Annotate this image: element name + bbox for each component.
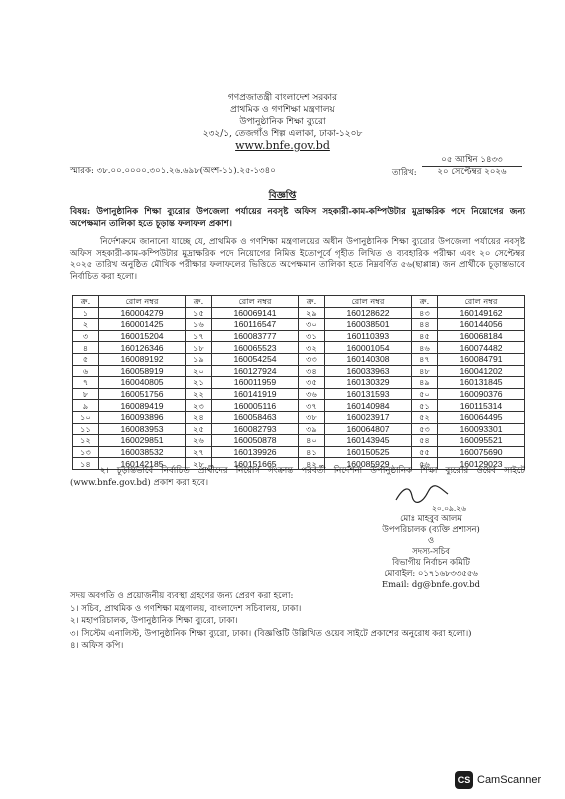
roll-number-cell: 160089192: [99, 353, 186, 365]
serial-cell: ৩: [73, 330, 99, 342]
serial-cell: ১৪: [73, 458, 99, 470]
roll-number-cell: 160126346: [99, 342, 186, 354]
signature-block: [356, 513, 506, 590]
camscanner-text: CamScanner: [477, 774, 542, 786]
roll-number-cell: 160128622: [325, 307, 412, 319]
signatory-role: সদস্য-সচিব: [412, 546, 450, 556]
roll-number-cell: 160093896: [99, 411, 186, 423]
signatory-committee: বিভাগীয় নির্বাচন কমিটি: [392, 557, 470, 567]
roll-number-cell: 160074482: [438, 342, 525, 354]
table-row: [73, 377, 525, 389]
address: ২৩২/১, তেজগাঁও শিল্প এলাকা, ঢাকা-১২০৮: [202, 129, 363, 139]
col-header-sl: ক্র.: [299, 296, 325, 308]
roll-number-cell: 160093301: [438, 423, 525, 435]
col-header-roll: রোল নম্বর: [99, 296, 186, 308]
serial-cell: ২২: [186, 388, 212, 400]
serial-cell: ২৭: [186, 446, 212, 458]
serial-cell: ৪০: [299, 435, 325, 447]
serial-cell: ৪৬: [412, 342, 438, 354]
roll-number-cell: 160038501: [325, 319, 412, 331]
roll-number-cell: 160005116: [212, 400, 299, 412]
signatory-and: ও: [427, 535, 435, 545]
roll-number-cell: 160038532: [99, 446, 186, 458]
roll-number-cell: 160083953: [99, 423, 186, 435]
serial-cell: ৪৫: [412, 330, 438, 342]
serial-cell: ১৩: [73, 446, 99, 458]
roll-number-cell: 160141919: [212, 388, 299, 400]
serial-cell: ৩৯: [299, 423, 325, 435]
serial-cell: ৪: [73, 342, 99, 354]
serial-cell: ৪৭: [412, 353, 438, 365]
serial-cell: ৫৩: [412, 423, 438, 435]
roll-number-cell: 160075690: [438, 446, 525, 458]
roll-number-cell: 160110393: [325, 330, 412, 342]
col-header-sl: ক্র.: [186, 296, 212, 308]
roll-number-cell: 160011959: [212, 377, 299, 389]
ministry-name: প্রাথমিক ও গণশিক্ষা মন্ত্রণালয়: [230, 105, 335, 115]
col-header-sl: ক্র.: [412, 296, 438, 308]
roll-number-cell: 160023917: [325, 411, 412, 423]
date-label: তারিখ:: [392, 168, 417, 178]
col-header-sl: ক্র.: [73, 296, 99, 308]
serial-cell: ৩১: [299, 330, 325, 342]
table-row: [73, 342, 525, 354]
roll-number-cell: 160040805: [99, 377, 186, 389]
roll-number-cell: 160130329: [325, 377, 412, 389]
roll-number-cell: 160015204: [99, 330, 186, 342]
signatory-name: মোঃ মাহবুব আলম: [400, 513, 462, 523]
serial-cell: ২৫: [186, 423, 212, 435]
roll-number-cell: 160131845: [438, 377, 525, 389]
serial-cell: ৮: [73, 388, 99, 400]
table-row: [73, 411, 525, 423]
roll-number-cell: 160069141: [212, 307, 299, 319]
signatory-email: Email: dg@bnfe.gov.bd: [382, 579, 480, 589]
table-row: [73, 307, 525, 319]
roll-number-cell: 160095521: [438, 435, 525, 447]
serial-cell: ৩৫: [299, 377, 325, 389]
table-row: [73, 353, 525, 365]
serial-cell: ১৭: [186, 330, 212, 342]
table-row: [73, 319, 525, 331]
date-english: ২০ সেপ্টেম্বর ২০২৬: [437, 167, 507, 177]
camscanner-watermark: [455, 771, 541, 789]
serial-cell: ১৮: [186, 342, 212, 354]
date-bangla: ০৫ আশ্বিন ১৪৩৩: [422, 155, 522, 167]
col-header-roll: রোল নম্বর: [212, 296, 299, 308]
roll-number-cell: 160139926: [212, 446, 299, 458]
signatory-designation: উপপরিচালক (ব্যক্তি প্রশাসন): [382, 524, 480, 534]
serial-cell: ৫০: [412, 388, 438, 400]
col-header-roll: রোল নম্বর: [438, 296, 525, 308]
roll-number-cell: 160151665: [212, 458, 299, 470]
serial-cell: ৬: [73, 365, 99, 377]
roll-number-cell: 160143945: [325, 435, 412, 447]
roll-number-cell: 160131593: [325, 388, 412, 400]
roll-number-cell: 160140308: [325, 353, 412, 365]
roll-number-cell: 160142185: [99, 458, 186, 470]
serial-cell: ৫১: [412, 400, 438, 412]
table-row: [73, 365, 525, 377]
serial-cell: ৩৩: [299, 353, 325, 365]
distribution-block: [70, 590, 490, 653]
serial-cell: ২৩: [186, 400, 212, 412]
roll-number-cell: 160127924: [212, 365, 299, 377]
serial-cell: ৫৬: [412, 458, 438, 470]
roll-number-cell: 160058919: [99, 365, 186, 377]
serial-cell: ৪৩: [412, 307, 438, 319]
roll-number-cell: 160089419: [99, 400, 186, 412]
roll-number-cell: 160033963: [325, 365, 412, 377]
signatory-mobile: মোবাইল: ০১৭১৬৮৩৩৫৫৬: [384, 568, 478, 578]
serial-cell: ২০: [186, 365, 212, 377]
distribution-intro: সদয় অবগতি ও প্রয়োজনীয় ব্যবস্থা গ্রহণের জন্য প্রেরণ করা হলো:: [70, 591, 294, 601]
serial-cell: ১৯: [186, 353, 212, 365]
subject: বিষয়: উপানুষ্ঠানিক শিক্ষা ব্যুরোর উপজেলা পর্যায়ের নবসৃষ্ট অফিস সহকারী-কাম-কম্পিউটার মুদ্রাক্ষরিক পদে নিয়োগের জন্য অপেক্ষমান তালিকা হতে চূড়ান্ত ফলাফল প্রকাশ।: [70, 207, 525, 229]
roll-number-cell: 160051756: [99, 388, 186, 400]
serial-cell: ৯: [73, 400, 99, 412]
govt-name: গণপ্রজাতন্ত্রী বাংলাদেশ সরকার: [227, 93, 338, 103]
serial-cell: ৩২: [299, 342, 325, 354]
roll-number-cell: 160054254: [212, 353, 299, 365]
roll-number-cell: 160083777: [212, 330, 299, 342]
serial-cell: ৩৭: [299, 400, 325, 412]
serial-cell: ২১: [186, 377, 212, 389]
roll-number-cell: 160084791: [438, 353, 525, 365]
serial-cell: ৪৪: [412, 319, 438, 331]
roll-number-cell: 160001425: [99, 319, 186, 331]
roll-number-cell: 160058463: [212, 411, 299, 423]
serial-cell: ১২: [73, 435, 99, 447]
serial-cell: ২৮: [186, 458, 212, 470]
roll-number-cell: 160150525: [325, 446, 412, 458]
serial-cell: ৪১: [299, 446, 325, 458]
table-row: [73, 446, 525, 458]
distribution-item: ১। সচিব, প্রাথমিক ও গণশিক্ষা মন্ত্রণালয়, বাংলাদেশ সচিবালয়, ঢাকা।: [70, 603, 302, 614]
table-row: [73, 435, 525, 447]
roll-number-cell: 160129023: [438, 458, 525, 470]
serial-cell: ৪৮: [412, 365, 438, 377]
roll-number-cell: 160068184: [438, 330, 525, 342]
header-block: [0, 92, 565, 152]
roll-number-cell: 160004279: [99, 307, 186, 319]
col-header-roll: রোল নম্বর: [325, 296, 412, 308]
serial-cell: ৭: [73, 377, 99, 389]
serial-cell: ২: [73, 319, 99, 331]
serial-cell: ১: [73, 307, 99, 319]
table-row: [73, 400, 525, 412]
roll-number-cell: 160065523: [212, 342, 299, 354]
bureau-name: উপানুষ্ঠানিক শিক্ষা ব্যুরো: [239, 117, 326, 127]
roll-number-cell: 160001054: [325, 342, 412, 354]
serial-cell: ১৬: [186, 319, 212, 331]
serial-cell: ৫৫: [412, 446, 438, 458]
roll-number-cell: 160041202: [438, 365, 525, 377]
roll-number-cell: 160082793: [212, 423, 299, 435]
roll-number-cell: 160115314: [438, 400, 525, 412]
serial-cell: ৫: [73, 353, 99, 365]
table-body: [73, 307, 525, 469]
roll-number-cell: 160064495: [438, 411, 525, 423]
serial-cell: ৪২: [299, 458, 325, 470]
distribution-item: ২। মহাপরিচালক, উপানুষ্ঠানিক শিক্ষা ব্যুরো, ঢাকা।: [70, 616, 238, 626]
roll-number-cell: 160029851: [99, 435, 186, 447]
roll-number-cell: 160050878: [212, 435, 299, 447]
distribution-item: ৪। অফিস কপি।: [70, 641, 124, 651]
table-header-row: [73, 296, 525, 308]
notice-title: বিজ্ঞপ্তি: [268, 190, 297, 201]
serial-cell: ২৪: [186, 411, 212, 423]
note-2: ২। চূড়ান্তভাবে নির্বাচিত প্রার্থীদের নিয়োগ সংক্রান্ত পরবর্তী নির্দেশনা উপানুষ্ঠানিক শিক্ষা ব্যুরোর ওয়েব সাইটে (www.bnfe.gov.bd) প্রকাশ করা হবে।: [70, 466, 525, 488]
website-link[interactable]: www.bnfe.gov.bd: [235, 139, 330, 152]
roll-number-cell: 160140984: [325, 400, 412, 412]
serial-cell: ১০: [73, 411, 99, 423]
serial-cell: ১১: [73, 423, 99, 435]
roll-number-cell: 160149162: [438, 307, 525, 319]
body-paragraph: নির্দেশক্রমে জানানো যাচ্ছে যে, প্রাথমিক ও গণশিক্ষা মন্ত্রণালয়ের অধীন উপানুষ্ঠানিক শিক্ষা ব্যুরোর উপজেলা পর্যায়ের নবসৃষ্ট অফিস সহকারী-কাম-কম্পিউটার মুদ্রাক্ষরিক পদে নিয়োগের নিমিত্ত ইতোপূর্বে গৃহীত লিখিত ও ব্যবহারিক পরীক্ষা এবং ২০ সেপ্টেম্বর ২০২৫ তারিখ অনুষ্ঠিত মৌখিক পরীক্ষার ফলাফলের ভিত্তিতে অপেক্ষমান তালিকা হতে নিম্নবর্ণিত ৫৬(ছাপ্পান্ন) জন প্রার্থীকে চূড়ান্তভাবে নির্বাচিত করা হলো।: [70, 237, 525, 282]
camscanner-logo-icon: CS: [455, 771, 473, 789]
roll-number-cell: 160144056: [438, 319, 525, 331]
roll-number-cell: 160116547: [212, 319, 299, 331]
serial-cell: ৫৪: [412, 435, 438, 447]
roll-number-cell: 160085929: [325, 458, 412, 470]
serial-cell: ৩৬: [299, 388, 325, 400]
serial-cell: ৪৯: [412, 377, 438, 389]
roll-number-cell: 160090376: [438, 388, 525, 400]
serial-cell: ৩৪: [299, 365, 325, 377]
date-block: [422, 155, 522, 178]
table-row: [73, 330, 525, 342]
memo-number: স্মারক: ৩৮.০০.০০০০.৩০১.২৬.৬৯৮(অংশ-১১).২৫-১৩৪০: [70, 166, 276, 176]
serial-cell: ২৬: [186, 435, 212, 447]
signature-date: ২০.০৯.২৬: [432, 504, 467, 513]
roll-number-cell: 160064807: [325, 423, 412, 435]
serial-cell: ২৯: [299, 307, 325, 319]
serial-cell: ৩০: [299, 319, 325, 331]
table-row: [73, 423, 525, 435]
table-row: [73, 388, 525, 400]
selected-roll-table: [72, 295, 525, 470]
serial-cell: ১৫: [186, 307, 212, 319]
serial-cell: ৫২: [412, 411, 438, 423]
serial-cell: ৩৮: [299, 411, 325, 423]
distribution-item: ৩। সিস্টেম এনালিস্ট, উপানুষ্ঠানিক শিক্ষা ব্যুরো, ঢাকা। (বিজ্ঞপ্তিটি উল্লিখিত ওয়েব সাইটে প্রকাশের অনুরোধ করা হলো।): [70, 628, 472, 639]
